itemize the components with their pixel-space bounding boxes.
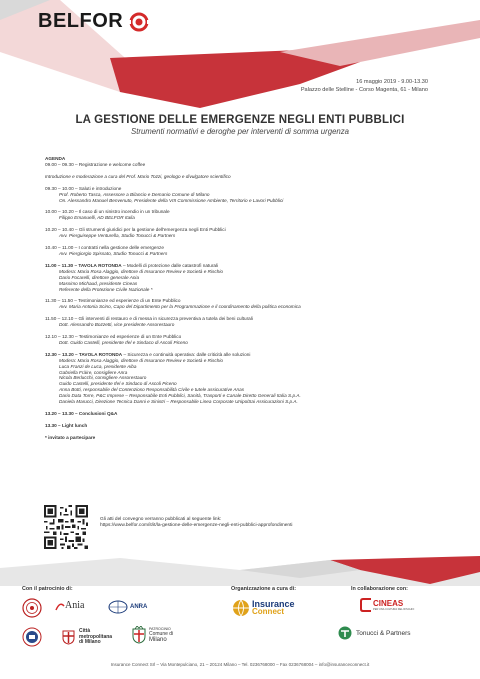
agenda-item-heading-text: – Sicurezza e continuità operativa: dalle criticità alle soluzioni — [122, 351, 251, 357]
belfor-mark-icon — [128, 11, 150, 33]
agenda-registration: 09.00 – 09.30 – Registrazione e welcome coffee — [45, 161, 146, 167]
publication-info — [100, 517, 293, 529]
agenda-item-speaker: Guido Castelli, presidente Ifel e Sindaco di Ascoli Piceno — [59, 381, 177, 387]
agenda-item — [45, 352, 445, 405]
agenda-item-heading-text: 11.30 – 11.50 – Testimonianze ed esperienze di un Ente Pubblico — [45, 298, 181, 304]
agenda — [45, 156, 445, 447]
agenda-item-speaker: Modera: Maria Rosa Alaggio, direttore di Insurance Review e Società e Rischio — [59, 268, 223, 274]
agenda-item-heading-text: 10.20 – 10.40 – Gli strumenti giuridici per la gestione dell'emergenza negli Enti Pubblici — [45, 227, 226, 233]
agenda-item-speaker: Gabriella Fràire, consigliere Anra — [59, 369, 128, 375]
bottom-band-decoration — [0, 556, 480, 586]
aiba-logo-icon — [22, 598, 42, 618]
agenda-item-bold-heading: 11.00 – 11.30 – TAVOLA ROTONDA — [45, 262, 122, 268]
footer-address: Insurance Connect Srl – Via Montepulciano, 21 – 20124 Milano – Tel. 0236768000 – Fax 0236768004 – info@insuranceconnect.it — [110, 662, 370, 667]
agenda-item-heading-text: 11.50 – 12.10 – Gli interventi di restauro e di messa in sicurezza preventiva a tutela dei beni culturali — [45, 316, 253, 322]
agenda-conclusions: 13.20 – 13.30 – Conclusioni Q&A — [45, 411, 118, 416]
anra-logo — [108, 600, 147, 614]
agenda-item-heading-text: 10.00 – 10.20 – Il caso di un sinistro incendio in un tribunale — [45, 209, 170, 215]
agenda-lunch: 13.30 – Light lunch — [45, 422, 88, 428]
title-block — [0, 114, 480, 136]
agenda-item-speaker: On. Alessandro Manuel Benvenuto, Presidente della VIII Commissione Ambiente, Territorio e Lavori Pubblici — [59, 197, 284, 203]
ania-logo — [55, 600, 84, 611]
citta-metropolitana-logo — [62, 629, 112, 646]
insurance-connect-logo — [232, 599, 295, 617]
agenda-item-speaker: Dott. Guido Castelli, presidente Ifel e Sindaco di Ascoli Piceno — [59, 339, 188, 345]
agenda-item-speaker: Dario Focarelli, direttore generale Ania — [59, 274, 140, 280]
agenda-item-heading-text: 09.30 – 10.00 – Saluti e introduzione — [45, 185, 122, 191]
tonucci-wordmark: Tonucci & Partners — [356, 629, 411, 637]
citta-line1: Città — [79, 628, 91, 634]
agenda-item-speaker: Avv. Maria Antonia Scino, Capo del Dipartimento per la Programmazione e il coordinamento della politica economica — [59, 304, 301, 310]
anra-globe-icon — [108, 600, 128, 614]
agenda-item-speaker: Referente della Protezione Civile Nazionale * — [59, 286, 153, 292]
seal-logo-icon — [22, 627, 42, 647]
anra-wordmark: ANRA — [130, 604, 148, 610]
agenda-item-bold-heading: 12.30 – 13.20 – TAVOLA ROTONDA — [45, 351, 123, 357]
agenda-item — [45, 209, 445, 221]
agenda-item — [45, 227, 445, 239]
publication-text: Gli atti del convegno verranno pubblicati al seguente link: — [100, 517, 222, 522]
agenda-item-speaker: Anna Botti, responsabile del Contenzioso Responsabilità Civile e tutele assicurative Anas — [59, 387, 245, 393]
agenda-label: AGENDA — [45, 156, 66, 161]
agenda-item-speaker: Nicola Berlucchi, consigliere Assorestauro — [59, 375, 147, 381]
insurance-line2: Connect — [252, 607, 284, 616]
page-title: LA GESTIONE DELLE EMERGENZE NEGLI ENTI PUBBLICI — [75, 114, 405, 126]
agenda-item-speaker: Massimo Michaud, presidente Cineas — [59, 280, 138, 286]
agenda-item-speaker: Dario Data Torre, P&C Imprese – Responsabile Enti Pubblici, Sanità, Trasporti e Canale Diretto Generali Italia S.p.A. — [59, 393, 301, 399]
event-date: 16 maggio 2019 - 9.00-13.30 — [356, 79, 428, 85]
citta-shield-icon — [62, 630, 75, 645]
comune-milano-logo — [132, 626, 173, 644]
comune-line2: Comune di — [149, 631, 174, 637]
ania-swoosh-icon — [55, 601, 65, 611]
agenda-item-speaker: Filippo Emanuelli, AD BELFOR Italia — [59, 215, 135, 221]
event-info — [301, 78, 428, 94]
tonucci-mark-icon — [338, 626, 352, 640]
agenda-note: * invitato a partecipare — [45, 434, 96, 440]
insurance-connect-globe-icon — [232, 599, 250, 617]
belfor-wordmark: BELFOR — [38, 10, 124, 32]
agenda-item — [45, 334, 445, 346]
cineas-logo — [360, 598, 414, 612]
page-subtitle: Strumenti normativi e deroghe per interventi di somma urgenza — [131, 127, 349, 136]
agenda-item — [45, 245, 445, 257]
agenda-item-heading-text: – Modelli di protezione dalle catastrofi naturali — [121, 262, 219, 268]
collaboration-label: In collaborazione con: — [351, 586, 408, 592]
agenda-item — [45, 298, 445, 310]
agenda-item-speaker: Avv. Pierguiseppe Venturella, Studio Tonucci & Partners — [59, 233, 176, 239]
agenda-intro: Introduzione e moderazione a cura del Prof. Mario Tozzi, geologo e divulgatore scientifico — [45, 173, 231, 179]
agenda-item-heading-text: 10.40 – 11.00 – I contratti nella gestione delle emergenze — [45, 245, 165, 251]
qr-code[interactable] — [44, 505, 88, 549]
comune-line3: Milano — [149, 637, 167, 643]
agenda-item-speaker: Dott. Alessandro Bozzetti, vice presidente Assorestauro — [59, 322, 175, 328]
organization-label: Organizzazione a cura di: — [231, 586, 297, 592]
citta-line3: di Milano — [79, 639, 101, 646]
agenda-item-speaker: Prof. Roberto Tasca, Assessore a Bilancio e Demanio Comune di Milano — [59, 191, 210, 197]
agenda-item-heading-text: 12.10 – 12.30 – Testimonianze ed esperienze di un Ente Pubblico — [45, 334, 182, 340]
agenda-item-speaker: Modera: Maria Rosa Alaggio, direttore di Insurance Review e Società e Rischio — [59, 357, 223, 363]
comune-line1: PATROCINIO — [149, 627, 171, 631]
agenda-item-speaker: Luca Franzi de Luca, presidente Aiba — [59, 363, 137, 369]
cineas-mark-icon — [360, 598, 372, 612]
agenda-item — [45, 316, 445, 328]
agenda-item — [45, 186, 445, 204]
agenda-item-speaker: Daniela Marucci, Direzione Tecnica Danni e Sinistri – Responsabile Linea Corporate UnipolSai Assicurazioni S.p.A. — [59, 399, 298, 405]
agenda-item — [45, 263, 445, 293]
belfor-logo — [38, 10, 150, 33]
cineas-wordmark: CINEAS — [373, 599, 404, 608]
patronage-label: Con il patrocinio di: — [22, 586, 73, 592]
ania-wordmark: Ania — [65, 600, 85, 611]
tonucci-logo — [338, 626, 411, 640]
agenda-items — [45, 186, 445, 405]
insurance-line1: Insurance — [252, 599, 295, 609]
cineas-tagline: PER UNA CULTURA DEL RISCHIO — [373, 608, 415, 611]
comune-shield-icon — [132, 626, 146, 644]
agenda-item-speaker: Avv. Piergiorgio Spissato, Studio Tonucci & Partners — [59, 250, 168, 256]
event-venue: Palazzo delle Stelline - Corso Magenta, 61 - Milano — [300, 87, 428, 93]
citta-line2: metropolitana — [79, 633, 113, 640]
publication-link[interactable]: https://www.belfor.com/it/it/la-gestione-delle-emergenze-negli-enti-pubblici-approfondimenti — [100, 523, 293, 529]
